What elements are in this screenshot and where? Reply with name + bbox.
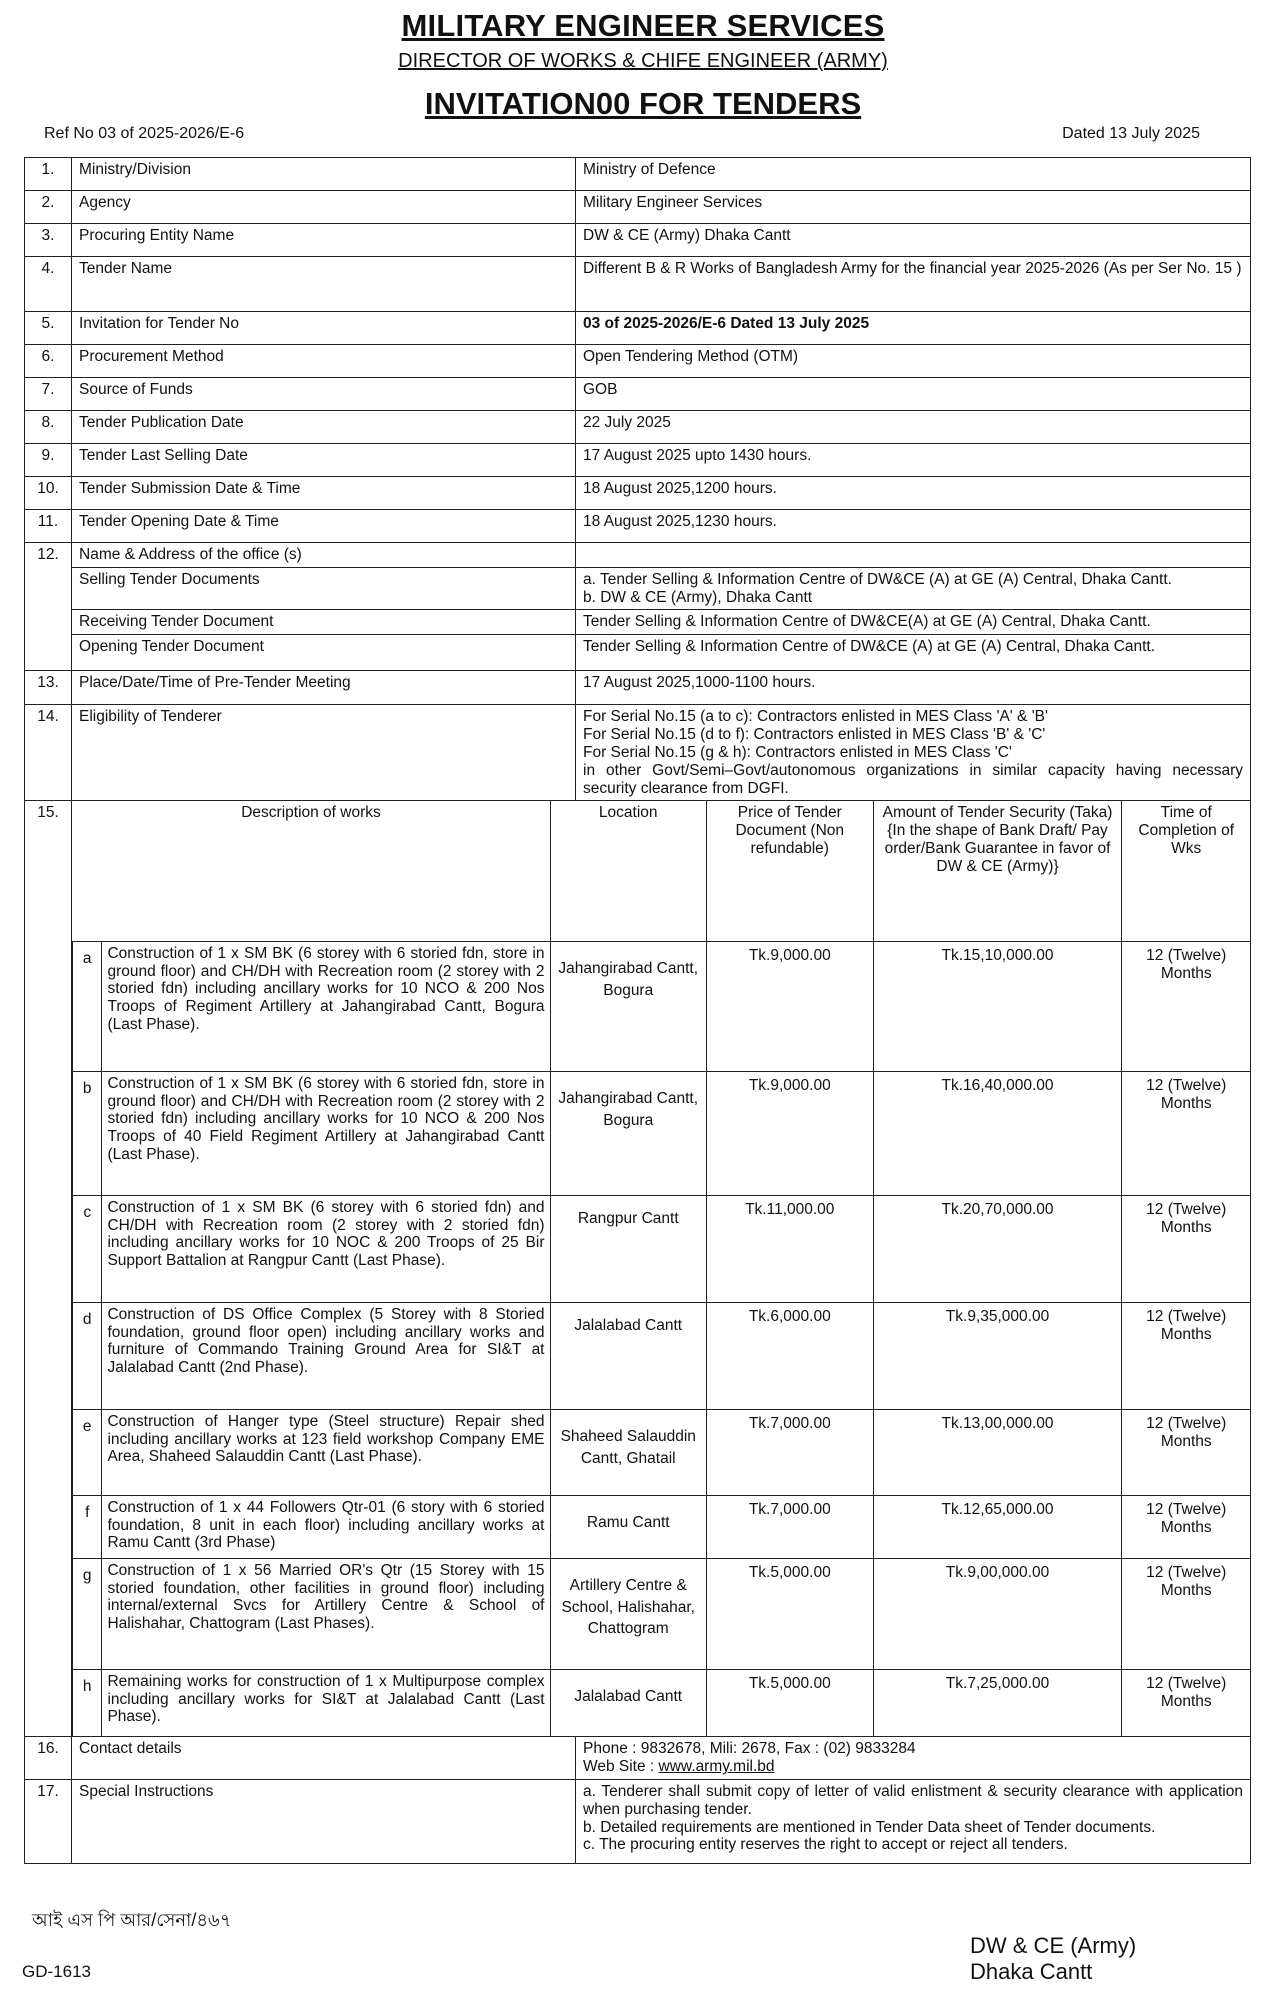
gd-number: GD-1613 [22, 1962, 91, 1981]
info-row [25, 477, 1251, 510]
serial-number: 9. [25, 444, 72, 477]
work-item-row [73, 1558, 1251, 1669]
work-item-id: h [73, 1669, 102, 1736]
contact-row [25, 1737, 1251, 1780]
row-value: Tender Selling & Information Centre of DW&CE (A) at GE (A) Central, Dhaka Cantt. [576, 635, 1251, 671]
work-item-security: Tk.16,40,000.00 [873, 1071, 1122, 1195]
serial-number: 7. [25, 378, 72, 411]
row-label: Tender Opening Date & Time [72, 510, 576, 543]
info-row [25, 411, 1251, 444]
row-label: Invitation for Tender No [72, 312, 576, 345]
work-item-security: Tk.9,00,000.00 [873, 1558, 1122, 1669]
row-value: 22 July 2025 [576, 411, 1251, 444]
work-item-completion-time: 12 (Twelve) Months [1122, 1071, 1250, 1195]
work-item-description: Construction of 1 x SM BK (6 storey with 6 storied fdn) and CH/DH with Recreation room (2 storey with 2 storied fdn) including ancillary works for 10 NOC & 200 Troops of 25 Bir Support Battalion at Rangpur Cantt (Last Phase). [102, 1195, 550, 1302]
serial-number: 10. [25, 477, 72, 510]
serial-number: 16. [25, 1737, 72, 1780]
row-value: For Serial No.15 (a to c): Contractors enlisted in MES Class 'A' & 'B' For Serial No.15 (d to f): Contractors enlisted in MES Class 'B' & 'C' For Serial No.15 (g & h): Contractors enlisted in MES Class 'C' in other Govt/Semi–Govt/autonomous organizations in similar capacity having necessary security clearance from DGFI. [576, 705, 1251, 801]
work-item-location: Jalalabad Cantt [550, 1669, 706, 1736]
work-item-location: Jahangirabad Cantt, Bogura [550, 1071, 706, 1195]
reference-number: Ref No 03 of 2025-2026/E-6 [44, 125, 245, 142]
row-value: GOB [576, 378, 1251, 411]
pretender-row [25, 671, 1251, 705]
office-row-opening [25, 635, 1251, 671]
row-label: Tender Last Selling Date [72, 444, 576, 477]
work-item-price: Tk.7,000.00 [706, 1409, 873, 1495]
info-row [25, 224, 1251, 257]
row-label: Tender Submission Date & Time [72, 477, 576, 510]
work-item-row [73, 1071, 1251, 1195]
work-item-description: Construction of 1 x SM BK (6 storey with 6 storied fdn, store in ground floor) and CH/DH with Recreation room (2 storey with 2 storied fdn) including ancillary works for 10 NCO & 200 Nos Troops of 40 Field Regiment Artillery at Jahangirabad Cantt (Last Phase). [102, 1071, 550, 1195]
row-label: Procuring Entity Name [72, 224, 576, 257]
work-item-location: Rangpur Cantt [550, 1195, 706, 1302]
website-link[interactable]: www.army.mil.bd [658, 1758, 775, 1776]
row-value: 18 August 2025,1230 hours. [576, 510, 1251, 543]
header-price: Price of Tender Document (Non refundable) [706, 801, 873, 941]
works-header-row [73, 801, 1251, 941]
header-time: Time of Completion of Wks [1122, 801, 1250, 941]
row-label: Tender Publication Date [72, 411, 576, 444]
work-item-row [73, 941, 1251, 1071]
work-item-security: Tk.9,35,000.00 [873, 1302, 1122, 1409]
serial-number: 12. [25, 543, 72, 568]
work-item-description: Construction of 1 x SM BK (6 storey with 6 storied fdn, store in ground floor) and CH/DH with Recreation room (2 storey with 2 storied fdn) including ancillary works for 10 NCO & 200 Nos Troops of Regiment Artillery at Jahangirabad Cantt, Bogura (Last Phase). [102, 941, 550, 1071]
serial-number: 1. [25, 158, 72, 191]
work-item-row [73, 1669, 1251, 1736]
row-label: Receiving Tender Document [72, 610, 576, 635]
work-item-location: Jalalabad Cantt [550, 1302, 706, 1409]
row-label: Eligibility of Tenderer [72, 705, 576, 801]
row-label: Tender Name [72, 257, 576, 312]
info-row [25, 345, 1251, 378]
work-item-location: Ramu Cantt [550, 1495, 706, 1558]
row-value: Phone : 9832678, Mili: 2678, Fax : (02) 9833284 Web Site : www.army.mil.bd [576, 1737, 1251, 1780]
notice-title: INVITATION00 FOR TENDERS [424, 86, 862, 121]
work-item-id: b [73, 1071, 102, 1195]
header-security: Amount of Tender Security (Taka) {In the shape of Bank Draft/ Pay order/Bank Guarantee in favor of DW & CE (Army)} [873, 801, 1122, 941]
work-item-completion-time: 12 (Twelve) Months [1122, 1195, 1250, 1302]
work-item-completion-time: 12 (Twelve) Months [1122, 1302, 1250, 1409]
row-value: 03 of 2025-2026/E-6 Dated 13 July 2025 [576, 312, 1251, 345]
row-value: 17 August 2025 upto 1430 hours. [576, 444, 1251, 477]
signature-block: DW & CE (Army) Dhaka Cantt [970, 1933, 1137, 1985]
work-item-completion-time: 12 (Twelve) Months [1122, 1495, 1250, 1558]
row-label: Ministry/Division [72, 158, 576, 191]
info-row [25, 312, 1251, 345]
row-value: DW & CE (Army) Dhaka Cantt [576, 224, 1251, 257]
contact-phone: Phone : 9832678, Mili: 2678, Fax : (02) 9833284 [583, 1740, 916, 1758]
row-label: Selling Tender Documents [72, 567, 576, 610]
row-label: Place/Date/Time of Pre-Tender Meeting [72, 671, 576, 705]
row-label: Opening Tender Document [72, 635, 576, 671]
work-item-id: f [73, 1495, 102, 1558]
row-value: a. Tender Selling & Information Centre of DW&CE (A) at GE (A) Central, Dhaka Cantt. b. DW & CE (Army), Dhaka Cantt [576, 567, 1251, 610]
work-item-price: Tk.5,000.00 [706, 1669, 873, 1736]
ispr-code: আই এস পি আর/সেনা/৪৬৭ [32, 1910, 232, 1930]
header-description: Description of works [73, 801, 551, 941]
info-row [25, 378, 1251, 411]
work-item-row [73, 1302, 1251, 1409]
work-item-price: Tk.9,000.00 [706, 941, 873, 1071]
row-value: Open Tendering Method (OTM) [576, 345, 1251, 378]
row-label: Source of Funds [72, 378, 576, 411]
notice-date: Dated 13 July 2025 [1062, 125, 1200, 142]
row-value: Tender Selling & Information Centre of DW&CE(A) at GE (A) Central, Dhaka Cantt. [576, 610, 1251, 635]
work-item-description: Construction of Hanger type (Steel structure) Repair shed including ancillary works at 123 field workshop Company EME Area, Shaheed Salauddin Cantt (Last Phase). [102, 1409, 550, 1495]
info-row [25, 158, 1251, 191]
work-item-security: Tk.15,10,000.00 [873, 941, 1122, 1071]
row-label: Procurement Method [72, 345, 576, 378]
row-value: Different B & R Works of Bangladesh Army for the financial year 2025-2026 (As per Ser No. 15 ) [576, 257, 1251, 312]
work-item-security: Tk.7,25,000.00 [873, 1669, 1122, 1736]
work-item-security: Tk.12,65,000.00 [873, 1495, 1122, 1558]
work-item-security: Tk.20,70,000.00 [873, 1195, 1122, 1302]
work-item-price: Tk.9,000.00 [706, 1071, 873, 1195]
info-row [25, 257, 1251, 312]
info-row [25, 444, 1251, 477]
org-subtitle: DIRECTOR OF WORKS & CHIFE ENGINEER (ARMY) [398, 50, 888, 72]
row-value: Military Engineer Services [576, 191, 1251, 224]
work-item-id: d [73, 1302, 102, 1409]
office-row-selling [25, 567, 1251, 610]
works-table [72, 801, 1250, 1736]
work-item-location: Artillery Centre & School, Halishahar, Chattogram [550, 1558, 706, 1669]
serial-number: 2. [25, 191, 72, 224]
eligibility-row [25, 705, 1251, 801]
work-item-completion-time: 12 (Twelve) Months [1122, 1409, 1250, 1495]
work-item-id: a [73, 941, 102, 1071]
serial-number: 17. [25, 1779, 72, 1863]
work-item-row [73, 1195, 1251, 1302]
work-item-location: Shaheed Salauddin Cantt, Ghatail [550, 1409, 706, 1495]
work-item-description: Construction of DS Office Complex (5 Storey with 8 Storied foundation, ground floor open) including ancillary works and furniture of Commando Training Ground Area for SI&T at Jalalabad Cantt (2nd Phase). [102, 1302, 550, 1409]
row-label: Agency [72, 191, 576, 224]
work-item-price: Tk.6,000.00 [706, 1302, 873, 1409]
work-item-row [73, 1495, 1251, 1558]
row-value: 17 August 2025,1000-1100 hours. [576, 671, 1251, 705]
work-item-completion-time: 12 (Twelve) Months [1122, 941, 1250, 1071]
work-item-price: Tk.5,000.00 [706, 1558, 873, 1669]
work-item-location: Jahangirabad Cantt, Bogura [550, 941, 706, 1071]
work-item-row [73, 1409, 1251, 1495]
info-row [25, 510, 1251, 543]
header-location: Location [550, 801, 706, 941]
work-item-description: Remaining works for construction of 1 x Multipurpose complex including ancillary works for SI&T at Jalalabad Cantt (Last Phase). [102, 1669, 550, 1736]
row-value: 18 August 2025,1200 hours. [576, 477, 1251, 510]
office-row-receiving [25, 610, 1251, 635]
serial-number: 3. [25, 224, 72, 257]
work-item-description: Construction of 1 x 44 Followers Qtr-01 (6 story with 6 storied foundation, 8 unit in each floor) including ancillary works at Ramu Cantt (3rd Phase) [102, 1495, 550, 1558]
tender-table [24, 157, 1251, 1864]
row-label: Special Instructions [72, 1779, 576, 1863]
serial-number: 6. [25, 345, 72, 378]
work-item-id: c [73, 1195, 102, 1302]
office-row-header [25, 543, 1251, 568]
serial-number: 14. [25, 705, 72, 801]
special-row [25, 1779, 1251, 1863]
serial-number: 5. [25, 312, 72, 345]
work-item-price: Tk.7,000.00 [706, 1495, 873, 1558]
works-row [25, 801, 1251, 1737]
work-item-id: e [73, 1409, 102, 1495]
serial-number: 8. [25, 411, 72, 444]
serial-number: 11. [25, 510, 72, 543]
serial-number: 15. [25, 801, 72, 1737]
work-item-description: Construction of 1 x 56 Married OR's Qtr (15 Storey with 15 storied foundation, other facilities in ground floor) including internal/external Svcs for Artillery Centre & School of Halishahar, Chattogram (Last Phases). [102, 1558, 550, 1669]
row-value: a. Tenderer shall submit copy of letter of valid enlistment & security clearance with application when purchasing tender. b. Detailed requirements are mentioned in Tender Data sheet of Tender documents. c. The procuring entity reserves the right to accept or reject all tenders. [576, 1779, 1251, 1863]
serial-number: 13. [25, 671, 72, 705]
row-value: Ministry of Defence [576, 158, 1251, 191]
info-row [25, 191, 1251, 224]
org-title: MILITARY ENGINEER SERVICES [401, 8, 885, 43]
work-item-completion-time: 12 (Twelve) Months [1122, 1558, 1250, 1669]
work-item-completion-time: 12 (Twelve) Months [1122, 1669, 1250, 1736]
work-item-id: g [73, 1558, 102, 1669]
row-label: Contact details [72, 1737, 576, 1780]
work-item-price: Tk.11,000.00 [706, 1195, 873, 1302]
serial-number: 4. [25, 257, 72, 312]
work-item-security: Tk.13,00,000.00 [873, 1409, 1122, 1495]
row-label: Name & Address of the office (s) [72, 543, 576, 568]
